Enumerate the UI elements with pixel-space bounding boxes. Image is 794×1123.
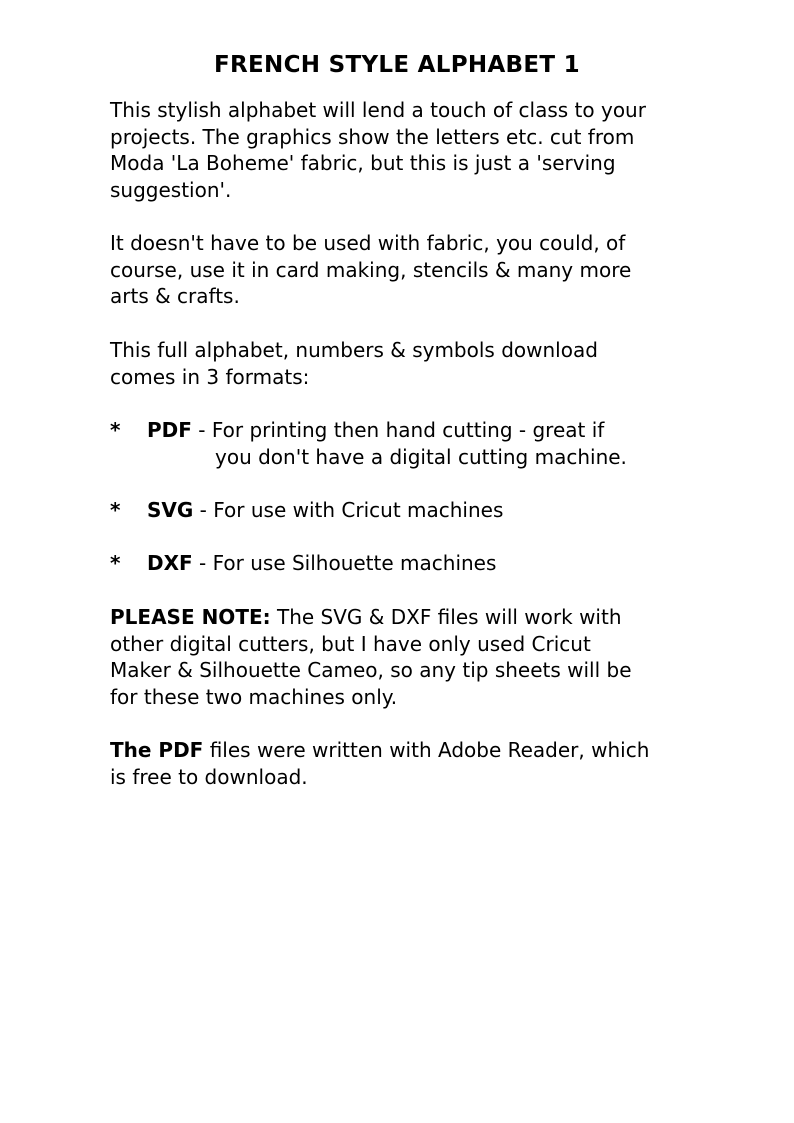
page-title: FRENCH STYLE ALPHABET 1 (213, 52, 580, 78)
pdf-note-label: The PDF (110, 738, 204, 762)
format-name: PDF (147, 418, 192, 442)
please-note-text-line3: Maker & Silhouette Cameo, so any tip sheets will be (110, 658, 632, 683)
bullet-asterisk: * (110, 551, 121, 575)
formats-intro-paragraph: This full alphabet, numbers & symbols download comes in 3 formats: (110, 338, 598, 389)
format-item-content (147, 550, 730, 577)
bullet-asterisk: * (110, 418, 121, 442)
pdf-note-text-line2: is free to download. (110, 764, 308, 789)
format-item-content (147, 417, 730, 471)
usage-paragraph: It doesn't have to be used with fabric, you could, of course, use it in card making, stencils & many more arts & crafts. (110, 231, 632, 309)
pdf-note-text-line1: files were written with Adobe Reader, which (203, 738, 650, 762)
format-description: - For use Silhouette machines (192, 551, 497, 575)
please-note-text-line1: The SVG & DXF files will work with (270, 605, 622, 629)
please-note-paragraph (110, 604, 730, 711)
format-name: DXF (147, 551, 193, 575)
format-description: - For printing then hand cutting - great if (191, 418, 605, 442)
please-note-text-line2: other digital cutters, but I have only used Cricut (110, 631, 591, 656)
intro-paragraph: This stylish alphabet will lend a touch of class to your projects. The graphics show the letters etc. cut from Moda 'La Boheme' fabric, but this is just a 'serving suggestion'. (110, 98, 646, 203)
bullet-asterisk: * (110, 498, 121, 522)
pdf-note-paragraph (110, 737, 730, 790)
format-description-continued: you don't have a digital cutting machine. (215, 445, 627, 469)
format-item-content (147, 497, 730, 524)
format-description: - For use with Cricut machines (193, 498, 504, 522)
please-note-text-line4: for these two machines only. (110, 685, 398, 710)
format-name: SVG (147, 498, 194, 522)
please-note-label: PLEASE NOTE: (110, 605, 271, 629)
